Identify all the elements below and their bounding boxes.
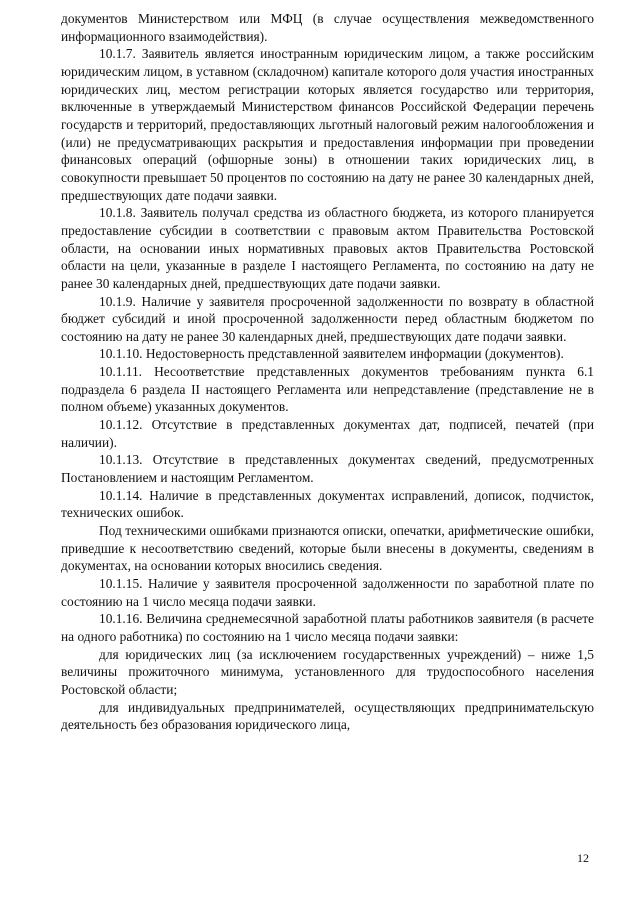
paragraph-10-1-11: 10.1.11. Несоответствие представленных документов требованиям пункта 6.1 подраздела 6 раздела II настоящего Регламента или непредставление (представление не в полном объеме) указанных документов. [61,364,594,415]
paragraph-10-1-8: 10.1.8. Заявитель получал средства из областного бюджета, из которого планируется предоставление субсидии в соответствии с правовым актом Правительства Ростовской области, на основании иных нормативных правовых актов Правительства Ростовской области на цели, указанные в разделе I настоящего Регламента, по состоянию на дату не ранее 30 календарных дней, предшествующих дате подачи заявки. [61,205,594,291]
paragraph-10-1-16: 10.1.16. Величина среднемесячной заработной платы работников заявителя (в расчете на одного работника) по состоянию на 1 число месяца подачи заявки: [61,611,594,644]
paragraph-10-1-15: 10.1.15. Наличие у заявителя просроченной задолженности по заработной плате по состоянию на 1 число месяца подачи заявки. [61,576,594,609]
paragraph-continuation: документов Министерством или МФЦ (в случае осуществления межведомственного информационного взаимодействия). [61,11,594,44]
paragraph-10-1-7: 10.1.7. Заявитель является иностранным юридическим лицом, а также российским юридическим лицом, в уставном (складочном) капитале которого доля участия иностранных юридических лиц, местом регистрации которых является государство или территория, включенные в утверждаемый Министерством финансов Российской Федерации перечень государств и территорий, предоставляющих льготный налоговый режим налогообложения и (или) не предусматривающих раскрытия и предоставления информации при проведении финансовых операций (офшорные зоны) в отношении таких юридических лиц, в совокупности превышает 50 процентов по состоянию на дату не ранее 30 календарных дней, предшествующих дате подачи заявки. [61,46,594,203]
paragraph-legal-entities: для юридических лиц (за исключением государственных учреждений) – ниже 1,5 величины прожиточного минимума, установленного для трудоспособного населения Ростовской области; [61,646,594,697]
paragraph-10-1-13: 10.1.13. Отсутствие в представленных документах сведений, предусмотренных Постановлением и настоящим Регламентом. [61,452,594,486]
document-page [61,10,594,734]
page-number: 12 [577,851,589,865]
paragraph-technical-errors: Под техническими ошибками признаются описки, опечатки, арифметические ошибки, приведшие к несоответствию сведений, которые были внесены в документы, сведениям в документах, на основании которых вносились сведения. [61,523,594,574]
paragraph-10-1-10: 10.1.10. Недостоверность представленной заявителем информации (документов). [99,346,564,362]
paragraph-10-1-9: 10.1.9. Наличие у заявителя просроченной задолженности по возврату в областной бюджет субсидий и иной просроченной задолженности перед областным бюджетом по состоянию на дату не ранее 30 календарных дней, предшествующих дате подачи заявки. [61,293,594,344]
paragraph-10-1-14: 10.1.14. Наличие в представленных документах исправлений, дописок, подчисток, технических ошибок. [61,487,594,521]
paragraph-10-1-12: 10.1.12. Отсутствие в представленных документах дат, подписей, печатей (при наличии). [61,417,594,450]
paragraph-individual-entrepreneurs: для индивидуальных предпринимателей, осуществляющих предпринимательскую деятельность без образования юридического лица, [61,699,594,733]
